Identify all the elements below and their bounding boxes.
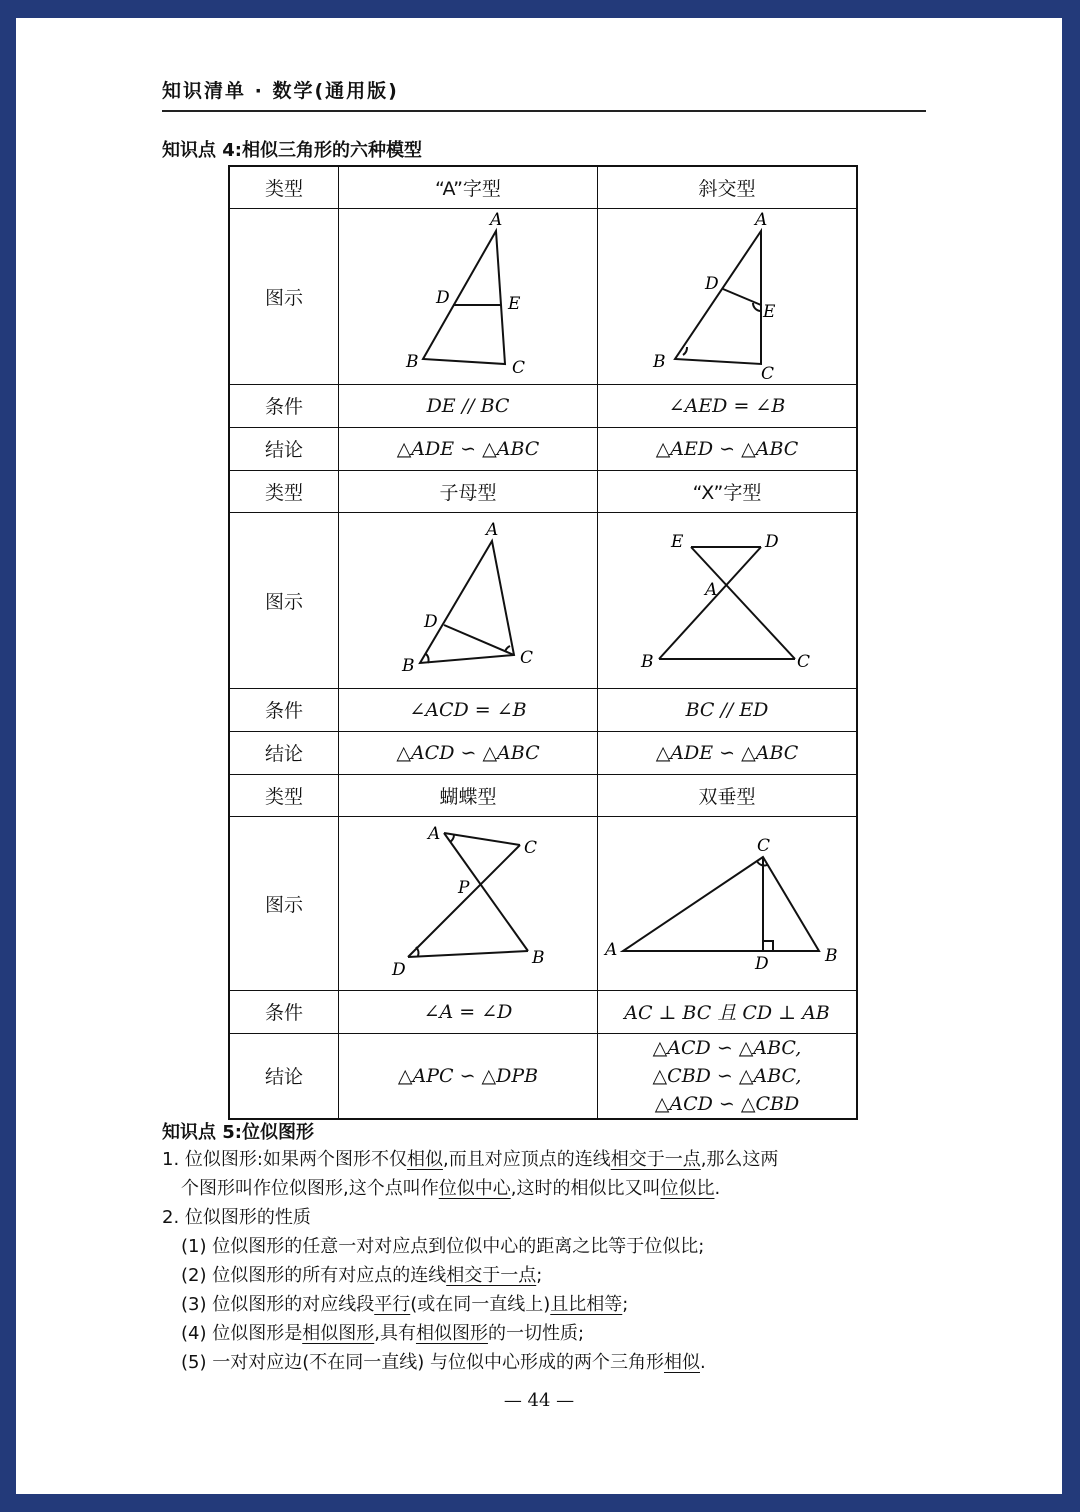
point-label-a: A <box>490 209 503 230</box>
key-term: 相交于一点 <box>446 1265 537 1286</box>
label-figure: 图示 <box>229 208 339 384</box>
type-x-shape: “X”字型 <box>598 470 858 512</box>
label-condition: 条件 <box>229 688 339 731</box>
table-row-condition <box>229 688 857 731</box>
angle-mark-c <box>505 646 510 652</box>
conclusion-line: △ACD ∽ △ABC, <box>652 1036 802 1059</box>
text: ,具有 <box>374 1323 416 1344</box>
key-term: 位似比 <box>660 1178 715 1199</box>
table-row-condition <box>229 990 857 1033</box>
figure-double-perpendicular <box>598 816 858 990</box>
type-butterfly: 蝴蝶型 <box>339 774 598 816</box>
point-label-d: D <box>705 273 719 294</box>
point-label-c: C <box>761 363 775 379</box>
point-label-b: B <box>825 945 838 966</box>
text: (3) 位似图形的对应线段 <box>181 1294 375 1315</box>
condition-oblique: ∠AED = ∠B <box>598 384 858 427</box>
point-label-b: B <box>653 351 666 372</box>
point-label-d: D <box>436 287 450 308</box>
diagram-oblique <box>599 209 855 379</box>
conclusion-a-shape: △ADE ∽ △ABC <box>339 427 598 470</box>
text: ,那么这两 <box>700 1149 779 1170</box>
label-condition: 条件 <box>229 990 339 1033</box>
label-figure: 图示 <box>229 816 339 990</box>
conclusion-line: △ACD ∽ △CBD <box>654 1092 800 1115</box>
condition-double-perpendicular: AC ⊥ BC 且 CD ⊥ AB <box>598 990 858 1033</box>
condition-a-shape: DE // BC <box>339 384 598 427</box>
triangle-abc <box>623 857 819 951</box>
table-row-conclusion <box>229 731 857 774</box>
point-label-c: C <box>797 651 811 672</box>
key-term: 且比相等 <box>550 1294 623 1315</box>
diagram-butterfly <box>340 817 596 985</box>
text: . <box>699 1352 706 1373</box>
diagram-mother-child <box>340 513 596 683</box>
key-term: 相交于一点 <box>610 1149 701 1170</box>
diagram-x-shape <box>599 513 855 683</box>
point-label-p: P <box>458 877 470 898</box>
conclusion-x-shape: △ADE ∽ △ABC <box>598 731 858 774</box>
type-a-shape: “A”字型 <box>339 166 598 208</box>
point-label-d: D <box>765 531 779 552</box>
point-label-d: D <box>424 611 438 632</box>
diagram-a-shape <box>340 209 596 379</box>
point-label-b: B <box>402 655 415 676</box>
figure-butterfly <box>339 816 598 990</box>
label-type: 类型 <box>229 774 339 816</box>
key-term: 相似图形 <box>415 1323 488 1344</box>
condition-butterfly: ∠A = ∠D <box>339 990 598 1033</box>
table-row-conclusion <box>229 1033 857 1119</box>
property-item-2 <box>181 1261 542 1290</box>
text: (2) 位似图形的所有对应点的连线 <box>181 1265 447 1286</box>
text: 1. 位似图形:如果两个图形不仅 <box>162 1149 407 1170</box>
property-item-4 <box>181 1319 584 1348</box>
triangle-abc <box>420 541 514 663</box>
point-label-a: A <box>605 939 618 960</box>
diagram-double-perpendicular <box>599 817 855 985</box>
label-condition: 条件 <box>229 384 339 427</box>
key-term: 相似 <box>663 1352 700 1373</box>
table-row-figure <box>229 816 857 990</box>
property-item-1: (1) 位似图形的任意一对对应点到位似中心的距离之比等于位似比; <box>181 1236 705 1257</box>
label-type: 类型 <box>229 470 339 512</box>
type-oblique: 斜交型 <box>598 166 858 208</box>
table-row-type <box>229 470 857 512</box>
table-row-type <box>229 774 857 816</box>
point-label-c: C <box>757 835 771 856</box>
text: ,而且对应顶点的连线 <box>442 1149 611 1170</box>
triangle-abc <box>675 231 761 364</box>
table-row-conclusion <box>229 427 857 470</box>
point-label-c: C <box>520 647 534 668</box>
point-label-a: A <box>755 209 768 230</box>
text: (或在同一直线上) <box>410 1294 551 1315</box>
text: (4) 位似图形是 <box>181 1323 303 1344</box>
point-label-d: D <box>755 953 769 974</box>
text: . <box>714 1178 721 1199</box>
point-label-c: C <box>524 837 538 858</box>
key-term: 位似中心 <box>438 1178 511 1199</box>
angle-mark-b <box>683 347 687 355</box>
properties-title: 2. 位似图形的性质 <box>162 1207 311 1228</box>
point-label-b: B <box>532 947 545 968</box>
figure-mother-child <box>339 512 598 688</box>
homothety-definition-line-2 <box>181 1174 720 1203</box>
type-mother-child: 子母型 <box>339 470 598 512</box>
point-label-b: B <box>641 651 654 672</box>
point-label-d: D <box>392 959 406 980</box>
table-row-type <box>229 166 857 208</box>
figure-x-shape <box>598 512 858 688</box>
segment-ec <box>691 547 795 659</box>
table-row-condition <box>229 384 857 427</box>
text: ,这时的相似比又叫 <box>510 1178 661 1199</box>
property-item-5 <box>181 1348 706 1377</box>
figure-a-shape <box>339 208 598 384</box>
text: 个图形叫作位似图形,这个点叫作 <box>181 1178 439 1199</box>
key-term: 相似 <box>406 1149 443 1170</box>
property-item-3 <box>181 1290 628 1319</box>
key-term: 平行 <box>374 1294 411 1315</box>
section-5-title: 知识点 5:位似图形 <box>162 1122 314 1143</box>
point-label-a: A <box>428 823 441 844</box>
label-conclusion: 结论 <box>229 427 339 470</box>
point-label-a: A <box>705 579 718 600</box>
table-row-figure <box>229 208 857 384</box>
label-figure: 图示 <box>229 512 339 688</box>
segment-ac <box>444 833 520 845</box>
conclusion-butterfly: △APC ∽ △DPB <box>339 1033 598 1119</box>
table-row-figure <box>229 512 857 688</box>
point-label-a: A <box>486 519 499 540</box>
segment-db <box>408 951 528 957</box>
segment-cd <box>444 625 514 655</box>
similar-triangle-models-table <box>228 165 858 1120</box>
point-label-e: E <box>671 531 684 552</box>
point-label-c: C <box>512 357 526 378</box>
point-label-e: E <box>763 301 776 322</box>
condition-mother-child: ∠ACD = ∠B <box>339 688 598 731</box>
conclusion-mother-child: △ACD ∽ △ABC <box>339 731 598 774</box>
section-4-title: 知识点 4:相似三角形的六种模型 <box>162 140 422 161</box>
type-double-perpendicular: 双垂型 <box>598 774 858 816</box>
label-conclusion: 结论 <box>229 731 339 774</box>
header-divider <box>162 110 926 112</box>
label-type: 类型 <box>229 166 339 208</box>
text: ; <box>536 1265 543 1286</box>
angle-mark-a <box>450 835 454 842</box>
figure-oblique <box>598 208 858 384</box>
text: (5) 一对对应边(不在同一直线) 与位似中心形成的两个三角形 <box>181 1352 664 1373</box>
segment-db <box>659 547 761 659</box>
condition-x-shape: BC // ED <box>598 688 858 731</box>
page-number: — 44 — <box>503 1390 575 1411</box>
label-conclusion: 结论 <box>229 1033 339 1119</box>
point-label-e: E <box>508 293 521 314</box>
running-header: 知识清单 · 数学(通用版) <box>162 80 399 102</box>
right-angle-mark-d <box>763 941 773 951</box>
conclusion-oblique: △AED ∽ △ABC <box>598 427 858 470</box>
homothety-definition-line-1 <box>162 1145 778 1174</box>
page <box>16 18 1062 1494</box>
conclusion-line: △CBD ∽ △ABC, <box>652 1064 802 1087</box>
angle-mark-d <box>416 947 418 956</box>
point-label-b: B <box>406 351 419 372</box>
text: 的一切性质; <box>487 1323 585 1344</box>
conclusion-double-perpendicular <box>598 1033 858 1119</box>
text: ; <box>622 1294 629 1315</box>
key-term: 相似图形 <box>302 1323 375 1344</box>
segment-de <box>723 289 761 305</box>
